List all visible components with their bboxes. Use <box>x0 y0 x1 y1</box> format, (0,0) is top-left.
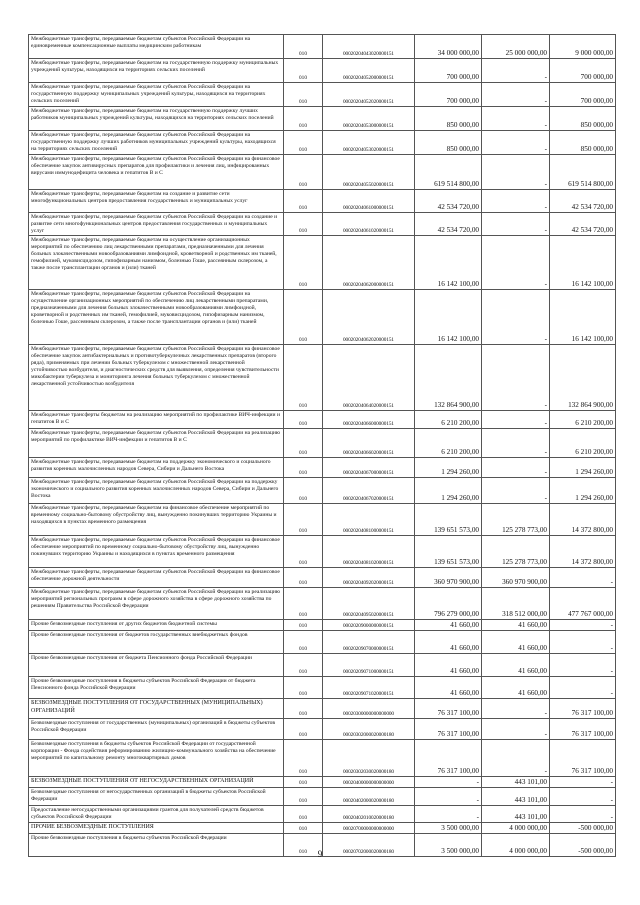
row-unexecuted-amount: 76 317 100,00 <box>550 740 616 777</box>
row-approved-amount: 850 000,00 <box>415 131 482 155</box>
table-row <box>29 654 616 677</box>
row-description: Межбюджетные трансферты, передаваемые бюджетам на осуществление организационных мероприятий по обеспечению лиц лекарственными препаратами, предназначенными для лечения больных злокачественными новообразованиями лимфоидной, кроветворной и родственных им тканей, гемофилией, муковисцидозом, гипофизарным нанизмом, болезнью Гоше, рассеянным склерозом, а также после трансплантации органов и (или) тканей <box>29 236 284 290</box>
row-description: Межбюджетные трансферты, передаваемые бюджетам субъектов Российской Федерации на финансовое обеспечение закупок антивирусных препаратов для профилактики и лечения лиц, инфицированных вирусами иммунодефицита человека и гепатитов В и С <box>29 155 284 190</box>
row-line-code: 010 <box>284 35 323 59</box>
row-approved-amount: 6 210 200,00 <box>415 429 482 458</box>
row-budget-code: 00020402010020000180 <box>323 806 415 823</box>
table-row <box>29 788 616 806</box>
row-budget-code: 00020204062000000151 <box>323 236 415 290</box>
row-unexecuted-amount: 16 142 100,00 <box>550 290 616 345</box>
table-row <box>29 719 616 740</box>
row-line-code: 010 <box>284 740 323 777</box>
page-number: 9 <box>317 849 323 859</box>
row-description: Предоставление негосударственными организациями грантов для получателей средств бюджетов субъектов Российской Федерации <box>29 806 284 823</box>
report-table-container <box>28 34 615 857</box>
row-executed-amount: - <box>482 190 550 213</box>
row-executed-amount: - <box>482 290 550 345</box>
row-budget-code: 00020204095020000151 <box>323 588 415 620</box>
row-budget-code: 00020204052020000151 <box>323 83 415 107</box>
row-executed-amount: 125 278 773,00 <box>482 536 550 568</box>
table-row <box>29 588 616 620</box>
row-executed-amount: 41 660,00 <box>482 631 550 654</box>
table-row <box>29 504 616 536</box>
row-unexecuted-amount: 76 317 100,00 <box>550 719 616 740</box>
row-line-code: 010 <box>284 83 323 107</box>
row-approved-amount: 619 514 800,00 <box>415 155 482 190</box>
table-body <box>29 35 616 857</box>
row-description: Межбюджетные трансферты, передаваемые бюджетам на государственную поддержку муниципальных учреждений культуры, находящихся на территориях сельских поселений <box>29 59 284 83</box>
row-budget-code: 00020302030020000180 <box>323 740 415 777</box>
row-approved-amount: 700 000,00 <box>415 83 482 107</box>
row-budget-code: 00020400000000000000 <box>323 777 415 788</box>
row-unexecuted-amount: - <box>550 777 616 788</box>
row-budget-code: 00020204081000000151 <box>323 504 415 536</box>
row-unexecuted-amount: 477 767 000,00 <box>550 588 616 620</box>
row-unexecuted-amount: 14 372 800,00 <box>550 504 616 536</box>
row-line-code: 010 <box>284 568 323 588</box>
table-row <box>29 429 616 458</box>
table-row <box>29 35 616 59</box>
row-line-code: 010 <box>284 236 323 290</box>
row-approved-amount: - <box>415 777 482 788</box>
row-line-code: 010 <box>284 59 323 83</box>
row-budget-code: 00020204064020000151 <box>323 345 415 411</box>
row-unexecuted-amount: - <box>550 654 616 677</box>
row-budget-code: 00020204066020000151 <box>323 429 415 458</box>
row-executed-amount: 443 101,00 <box>482 777 550 788</box>
row-executed-amount: - <box>482 429 550 458</box>
row-description: Межбюджетные трансферты бюджетам на реализацию мероприятий по профилактике ВИЧ-инфекции и гепатитов В и С <box>29 411 284 429</box>
row-budget-code: 00020302000020000180 <box>323 719 415 740</box>
row-description: Прочие безвозмездные поступления от бюджета Пенсионного фонда Российской Федерации <box>29 654 284 677</box>
table-row <box>29 777 616 788</box>
table-row <box>29 59 616 83</box>
row-executed-amount: 360 970 900,00 <box>482 568 550 588</box>
row-unexecuted-amount: - <box>550 788 616 806</box>
row-budget-code: 00020204092020000151 <box>323 568 415 588</box>
row-approved-amount: 16 142 100,00 <box>415 290 482 345</box>
row-description: Межбюджетные трансферты, передаваемые бюджетам на поддержку экономического и социального развития коренных малочисленных народов Севера, Сибири и Дальнего Востока <box>29 458 284 478</box>
table-row <box>29 213 616 236</box>
row-budget-code: 00020300000000000000 <box>323 699 415 719</box>
table-row <box>29 478 616 504</box>
row-approved-amount: 139 651 573,00 <box>415 504 482 536</box>
row-unexecuted-amount: - <box>550 568 616 588</box>
row-executed-amount: - <box>482 155 550 190</box>
row-unexecuted-amount: 619 514 800,00 <box>550 155 616 190</box>
row-budget-code: 00020402000020000180 <box>323 788 415 806</box>
row-executed-amount: - <box>482 59 550 83</box>
row-line-code: 010 <box>284 536 323 568</box>
row-line-code: 010 <box>284 155 323 190</box>
row-unexecuted-amount: -500 000,00 <box>550 823 616 834</box>
row-line-code: 010 <box>284 213 323 236</box>
row-description: Межбюджетные трансферты, передаваемые бюджетам субъектов Российской Федерации на финансовое обеспечение закупок антибактериальных и противотуберкулезных лекарственных препаратов (второго ряда), применяемых при лечении больных туберкулезом с множественной лекарственной устойчивостью возбудителя, и диагностических средств для выявления, определения чувствительности микобактерии туберкулеза и мониторинга лечения больных туберкулезом с множественной лекарственной устойчивостью возбудителя <box>29 345 284 411</box>
row-line-code: 010 <box>284 620 323 631</box>
row-unexecuted-amount: - <box>550 631 616 654</box>
row-description: БЕЗВОЗМЕЗДНЫЕ ПОСТУПЛЕНИЯ ОТ НЕГОСУДАРСТВЕННЫХ ОРГАНИЗАЦИЙ <box>29 777 284 788</box>
row-approved-amount: 850 000,00 <box>415 107 482 131</box>
row-line-code: 010 <box>284 806 323 823</box>
row-budget-code: 00020204052000000151 <box>323 59 415 83</box>
row-line-code: 010 <box>284 290 323 345</box>
row-line-code: 010 <box>284 458 323 478</box>
row-line-code: 010 <box>284 429 323 458</box>
table-row <box>29 107 616 131</box>
row-description: Межбюджетные трансферты, передаваемые бюджетам субъектов Российской Федерации на финансовое обеспечение мероприятий по временному социально-бытовому обустройству лиц, вынужденно покинувших территорию Украины и находящихся в пунктах временного размещения <box>29 536 284 568</box>
table-row <box>29 290 616 345</box>
row-unexecuted-amount: 14 372 800,00 <box>550 536 616 568</box>
row-line-code: 010 <box>284 788 323 806</box>
row-approved-amount: 41 660,00 <box>415 631 482 654</box>
row-description: Межбюджетные трансферты, передаваемые бюджетам субъектов Российской Федерации на государственную поддержку лучших работников муниципальных учреждений культуры, находящихся на территориях сельских поселений <box>29 131 284 155</box>
table-row <box>29 740 616 777</box>
row-executed-amount: - <box>482 345 550 411</box>
row-unexecuted-amount: 6 210 200,00 <box>550 411 616 429</box>
row-line-code: 010 <box>284 699 323 719</box>
row-executed-amount: - <box>482 699 550 719</box>
table-row <box>29 699 616 719</box>
row-description: Межбюджетные трансферты, передаваемые бюджетам на финансовое обеспечение мероприятий по временному социально-бытовому обустройству лиц, вынужденно покинувших территорию Украины и находящихся в пунктах временного размещения <box>29 504 284 536</box>
row-line-code: 010 <box>284 631 323 654</box>
row-description: Межбюджетные трансферты, передаваемые бюджетам субъектов Российской Федерации на государственную поддержку муниципальных учреждений культуры, находящихся на территориях сельских поселений <box>29 83 284 107</box>
row-description: Прочие безвозмездные поступления от бюджетов государственных внебюджетных фондов <box>29 631 284 654</box>
row-approved-amount: 76 317 100,00 <box>415 740 482 777</box>
table-row <box>29 411 616 429</box>
row-unexecuted-amount: 1 294 260,00 <box>550 458 616 478</box>
row-budget-code: 00020204067020000151 <box>323 478 415 504</box>
row-unexecuted-amount: 700 000,00 <box>550 59 616 83</box>
row-executed-amount: - <box>482 213 550 236</box>
table-row <box>29 677 616 699</box>
row-executed-amount: 443 101,00 <box>482 806 550 823</box>
row-line-code: 010 <box>284 654 323 677</box>
row-description: Межбюджетные трансферты, передаваемые бюджетам субъектов Российской Федерации на реализацию мероприятий региональных программ в сфере дорожного хозяйства в сфере дорожного хозяйства по решениям Правительства Российской Федерации <box>29 588 284 620</box>
row-approved-amount: 360 970 900,00 <box>415 568 482 588</box>
row-approved-amount: 139 651 573,00 <box>415 536 482 568</box>
row-approved-amount: 76 317 100,00 <box>415 699 482 719</box>
row-budget-code: 00020700000000000000 <box>323 823 415 834</box>
row-unexecuted-amount: 16 142 100,00 <box>550 236 616 290</box>
row-executed-amount: - <box>482 236 550 290</box>
table-row <box>29 620 616 631</box>
row-approved-amount: 41 660,00 <box>415 654 482 677</box>
row-budget-code: 00020209000000000151 <box>323 620 415 631</box>
row-description: Прочие безвозмездные поступления в бюджеты субъектов Российской Федерации от бюджета Пенсионного фонда Российской Федерации <box>29 677 284 699</box>
row-description: Межбюджетные трансферты, передаваемые бюджетам субъектов Российской Федерации на поддержку экономического и социального развития коренных малочисленных народов Севера, Сибири и Дальнего Востока <box>29 478 284 504</box>
row-approved-amount: 16 142 100,00 <box>415 236 482 290</box>
row-executed-amount: - <box>482 83 550 107</box>
table-row <box>29 83 616 107</box>
row-unexecuted-amount: 132 864 900,00 <box>550 345 616 411</box>
row-unexecuted-amount: 700 000,00 <box>550 83 616 107</box>
row-unexecuted-amount: 42 534 720,00 <box>550 190 616 213</box>
table-row <box>29 536 616 568</box>
row-approved-amount: 1 294 260,00 <box>415 478 482 504</box>
row-budget-code: 00020204081020000151 <box>323 536 415 568</box>
row-line-code: 010 <box>284 677 323 699</box>
row-line-code: 010 <box>284 345 323 411</box>
table-row <box>29 236 616 290</box>
row-executed-amount: 4 000 000,00 <box>482 823 550 834</box>
table-row <box>29 190 616 213</box>
row-description: Прочие безвозмездные поступления в бюджеты субъектов Российской Федерации <box>29 834 284 857</box>
row-description: ПРОЧИЕ БЕЗВОЗМЕЗДНЫЕ ПОСТУПЛЕНИЯ <box>29 823 284 834</box>
row-executed-amount: 125 278 773,00 <box>482 504 550 536</box>
row-unexecuted-amount: 42 534 720,00 <box>550 213 616 236</box>
row-executed-amount: 443 101,00 <box>482 788 550 806</box>
row-unexecuted-amount: - <box>550 677 616 699</box>
row-description: Безвозмездные поступления от негосударственных организаций в бюджеты субъектов Российской Федерации <box>29 788 284 806</box>
row-line-code: 010 <box>284 777 323 788</box>
revenue-table <box>28 34 616 857</box>
row-description: Прочие безвозмездные поступления от других бюджетов бюджетной системы <box>29 620 284 631</box>
row-description: Межбюджетные трансферты, передаваемые бюджетам на государственную поддержку лучших работников муниципальных учреждений культуры, находящихся на территориях сельских поселений <box>29 107 284 131</box>
row-description: Межбюджетные трансферты, передаваемые бюджетам на создание и развитие сети многофункциональных центров предоставления государственных и муниципальных услуг <box>29 190 284 213</box>
row-executed-amount: - <box>482 740 550 777</box>
row-budget-code: 00020204061000000151 <box>323 190 415 213</box>
row-approved-amount: 42 534 720,00 <box>415 213 482 236</box>
table-row <box>29 568 616 588</box>
table-row <box>29 131 616 155</box>
table-row <box>29 823 616 834</box>
row-description: БЕЗВОЗМЕЗДНЫЕ ПОСТУПЛЕНИЯ ОТ ГОСУДАРСТВЕННЫХ (МУНИЦИПАЛЬНЫХ) ОРГАНИЗАЦИЙ <box>29 699 284 719</box>
row-line-code: 010 <box>284 823 323 834</box>
row-budget-code: 00020204055020000151 <box>323 155 415 190</box>
row-unexecuted-amount: - <box>550 620 616 631</box>
table-row <box>29 631 616 654</box>
row-budget-code: 00020204067000000151 <box>323 458 415 478</box>
row-line-code: 010 <box>284 107 323 131</box>
row-approved-amount: 3 500 000,00 <box>415 834 482 857</box>
row-line-code: 010 <box>284 719 323 740</box>
row-executed-amount: - <box>482 107 550 131</box>
row-unexecuted-amount: 850 000,00 <box>550 131 616 155</box>
row-executed-amount: 25 000 000,00 <box>482 35 550 59</box>
row-unexecuted-amount: 9 000 000,00 <box>550 35 616 59</box>
row-budget-code: 00020204053020000151 <box>323 131 415 155</box>
row-executed-amount: 41 660,00 <box>482 620 550 631</box>
row-approved-amount: 132 864 900,00 <box>415 345 482 411</box>
row-description: Безвозмездные поступления от государственных (муниципальных) организаций в бюджеты субъектов Российской Федерации <box>29 719 284 740</box>
row-budget-code: 00020204043020000151 <box>323 35 415 59</box>
row-budget-code: 00020209071020000151 <box>323 677 415 699</box>
row-approved-amount: 1 294 260,00 <box>415 458 482 478</box>
row-description: Межбюджетные трансферты, передаваемые бюджетам субъектов Российской Федерации на единовременные компенсационные выплаты медицинским работникам <box>29 35 284 59</box>
row-executed-amount: - <box>482 411 550 429</box>
row-executed-amount: 41 660,00 <box>482 677 550 699</box>
row-budget-code: 00020209071000000151 <box>323 654 415 677</box>
row-unexecuted-amount: 1 294 260,00 <box>550 478 616 504</box>
row-executed-amount: - <box>482 458 550 478</box>
row-line-code: 010 <box>284 411 323 429</box>
row-line-code: 010 <box>284 588 323 620</box>
row-line-code: 010 <box>284 131 323 155</box>
row-approved-amount: - <box>415 806 482 823</box>
row-description: Межбюджетные трансферты, передаваемые бюджетам субъектов Российской Федерации на финансовое обеспечение дорожной деятельности <box>29 568 284 588</box>
row-approved-amount: 42 534 720,00 <box>415 190 482 213</box>
row-budget-code: 00020204062020000151 <box>323 290 415 345</box>
row-approved-amount: 6 210 200,00 <box>415 411 482 429</box>
row-description: Межбюджетные трансферты, передаваемые бюджетам субъектов Российской Федерации на реализацию мероприятий по профилактике ВИЧ-инфекции и гепатитов В и С <box>29 429 284 458</box>
row-line-code: 010 <box>284 834 323 857</box>
row-approved-amount: - <box>415 788 482 806</box>
row-executed-amount: - <box>482 478 550 504</box>
row-approved-amount: 41 660,00 <box>415 620 482 631</box>
row-approved-amount: 3 500 000,00 <box>415 823 482 834</box>
row-budget-code: 00020204066000000151 <box>323 411 415 429</box>
row-approved-amount: 76 317 100,00 <box>415 719 482 740</box>
row-description: Межбюджетные трансферты, передаваемые бюджетам субъектов Российской Федерации на осуществление организационных мероприятий по обеспечению лиц лекарственными препаратами, предназначенными для лечения больных злокачественными новообразованиями лимфоидной, кроветворной и родственных им тканей, гемофилией, муковисцидозом, гипофизарным нанизмом, болезнью Гоше, рассеянным склерозом, а также после трансплантации органов и (или) тканей <box>29 290 284 345</box>
row-line-code: 010 <box>284 190 323 213</box>
table-row <box>29 345 616 411</box>
table-row <box>29 155 616 190</box>
row-description: Межбюджетные трансферты, передаваемые бюджетам субъектов Российской Федерации на создание и развитие сети многофункциональных центров предоставления государственных и муниципальных услуг <box>29 213 284 236</box>
row-executed-amount: 4 000 000,00 <box>482 834 550 857</box>
row-line-code: 010 <box>284 478 323 504</box>
row-approved-amount: 34 000 000,00 <box>415 35 482 59</box>
row-executed-amount: 41 660,00 <box>482 654 550 677</box>
row-budget-code: 00020204061020000151 <box>323 213 415 236</box>
row-unexecuted-amount: 76 317 100,00 <box>550 699 616 719</box>
table-row <box>29 806 616 823</box>
row-approved-amount: 796 279 000,00 <box>415 588 482 620</box>
row-budget-code: 00020209070000000151 <box>323 631 415 654</box>
row-unexecuted-amount: -500 000,00 <box>550 834 616 857</box>
row-line-code: 010 <box>284 504 323 536</box>
row-description: Безвозмездные поступления в бюджеты субъектов Российской Федерации от государственной корпорации - Фонда содействия реформированию жилищно-коммунального хозяйства на обеспечение мероприятий по капитальному ремонту многоквартирных домов <box>29 740 284 777</box>
row-approved-amount: 41 660,00 <box>415 677 482 699</box>
row-unexecuted-amount: 6 210 200,00 <box>550 429 616 458</box>
row-unexecuted-amount: 850 000,00 <box>550 107 616 131</box>
row-executed-amount: - <box>482 131 550 155</box>
row-unexecuted-amount: - <box>550 806 616 823</box>
row-budget-code: 00020204053000000151 <box>323 107 415 131</box>
row-budget-code: 00020702000020000180 <box>323 834 415 857</box>
row-executed-amount: - <box>482 719 550 740</box>
table-row <box>29 458 616 478</box>
row-approved-amount: 700 000,00 <box>415 59 482 83</box>
row-executed-amount: 318 512 000,00 <box>482 588 550 620</box>
